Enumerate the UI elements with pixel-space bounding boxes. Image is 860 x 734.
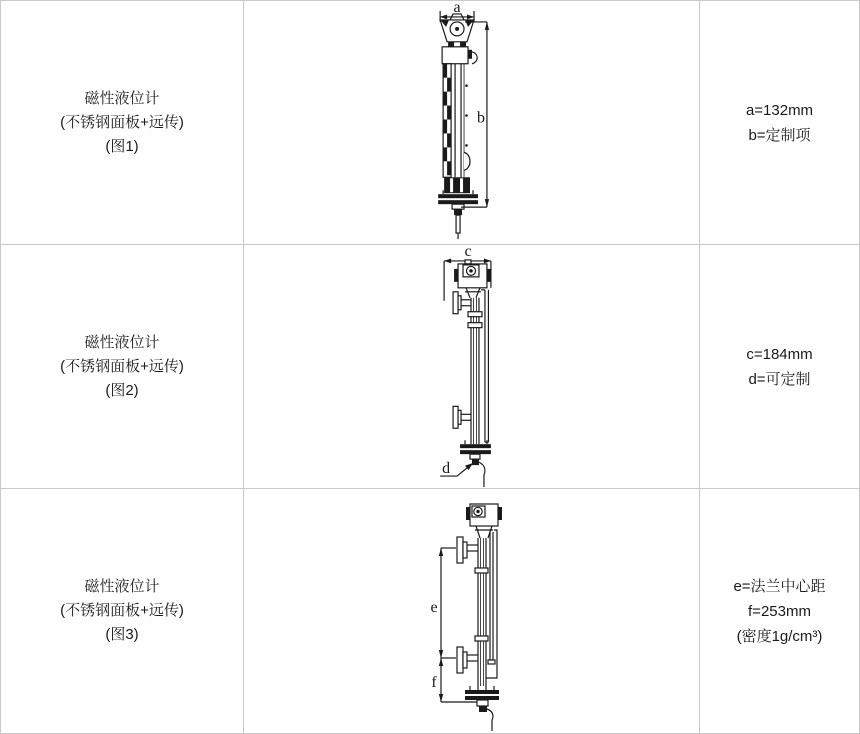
spec-dim-c: c=184mm	[746, 345, 813, 363]
level-gauge-diagram-figure1	[244, 1, 700, 244]
dim-a	[440, 1, 474, 22]
upper-side-flange	[457, 537, 478, 563]
product-name: 磁性液位计	[84, 333, 160, 351]
figure-number: (图3)	[105, 626, 139, 643]
product-variant: (不锈钢面板+远传)	[60, 113, 184, 131]
dim-e	[430, 548, 456, 658]
dim-label-b: b	[476, 109, 485, 127]
bottom-flange	[465, 686, 499, 700]
row1-diagram-cell	[244, 1, 700, 245]
signal-cable	[478, 462, 484, 487]
level-gauge-diagram-figure3	[244, 490, 700, 733]
row1-title-cell	[1, 1, 244, 245]
dim-label-e: e	[429, 598, 438, 616]
drain-valve	[470, 454, 480, 465]
main-tube	[471, 298, 479, 444]
neck	[465, 288, 481, 298]
transmitter-head	[466, 504, 502, 526]
dim-label-f: f	[430, 673, 437, 691]
row1-specs-cell	[700, 1, 859, 245]
figure-number: (图1)	[105, 137, 139, 155]
spec-dim-f: f=253mm	[748, 602, 811, 620]
spec-dim-e: e=法兰中心距	[733, 577, 826, 595]
level-gauge-diagram-figure2	[244, 245, 700, 488]
spec-density: (密度1g/cm³)	[736, 627, 823, 645]
transmitter-housing	[442, 47, 477, 64]
row3-diagram-cell	[244, 489, 700, 733]
signal-cable	[487, 709, 493, 731]
spec-dim-b: b=定制项	[748, 126, 811, 144]
mount-bracket	[486, 530, 497, 678]
bottom-chamber	[444, 177, 470, 193]
transmitter-head	[454, 260, 491, 288]
dim-label-a: a	[453, 1, 461, 16]
row3-specs-cell	[700, 489, 859, 733]
remote-sensor-tube	[488, 532, 495, 664]
spec-dim-d: d=可定制	[748, 370, 811, 388]
dim-d	[440, 460, 473, 477]
dim-label-c: c	[463, 245, 472, 260]
row3-title-cell	[1, 489, 244, 733]
main-tube	[478, 538, 486, 690]
lower-side-flange	[457, 647, 478, 673]
row2-specs-cell	[700, 245, 859, 489]
row2-title-cell	[1, 245, 244, 489]
product-variant: (不锈钢面板+远传)	[60, 357, 184, 375]
drain-valve	[477, 700, 488, 712]
lifting-ring	[440, 14, 474, 47]
dim-label-d: d	[441, 460, 450, 478]
indicator-tube	[443, 64, 470, 178]
figure-number: (图2)	[105, 381, 139, 399]
spec-dim-a: a=132mm	[745, 101, 814, 119]
drain-valve	[452, 204, 464, 239]
product-variant: (不锈钢面板+远传)	[60, 602, 184, 619]
pipe-clamps	[468, 312, 482, 328]
row2-diagram-cell	[244, 245, 700, 489]
lower-side-flange	[453, 406, 471, 428]
product-name: 磁性液位计	[84, 578, 160, 595]
product-name: 磁性液位计	[84, 89, 160, 107]
